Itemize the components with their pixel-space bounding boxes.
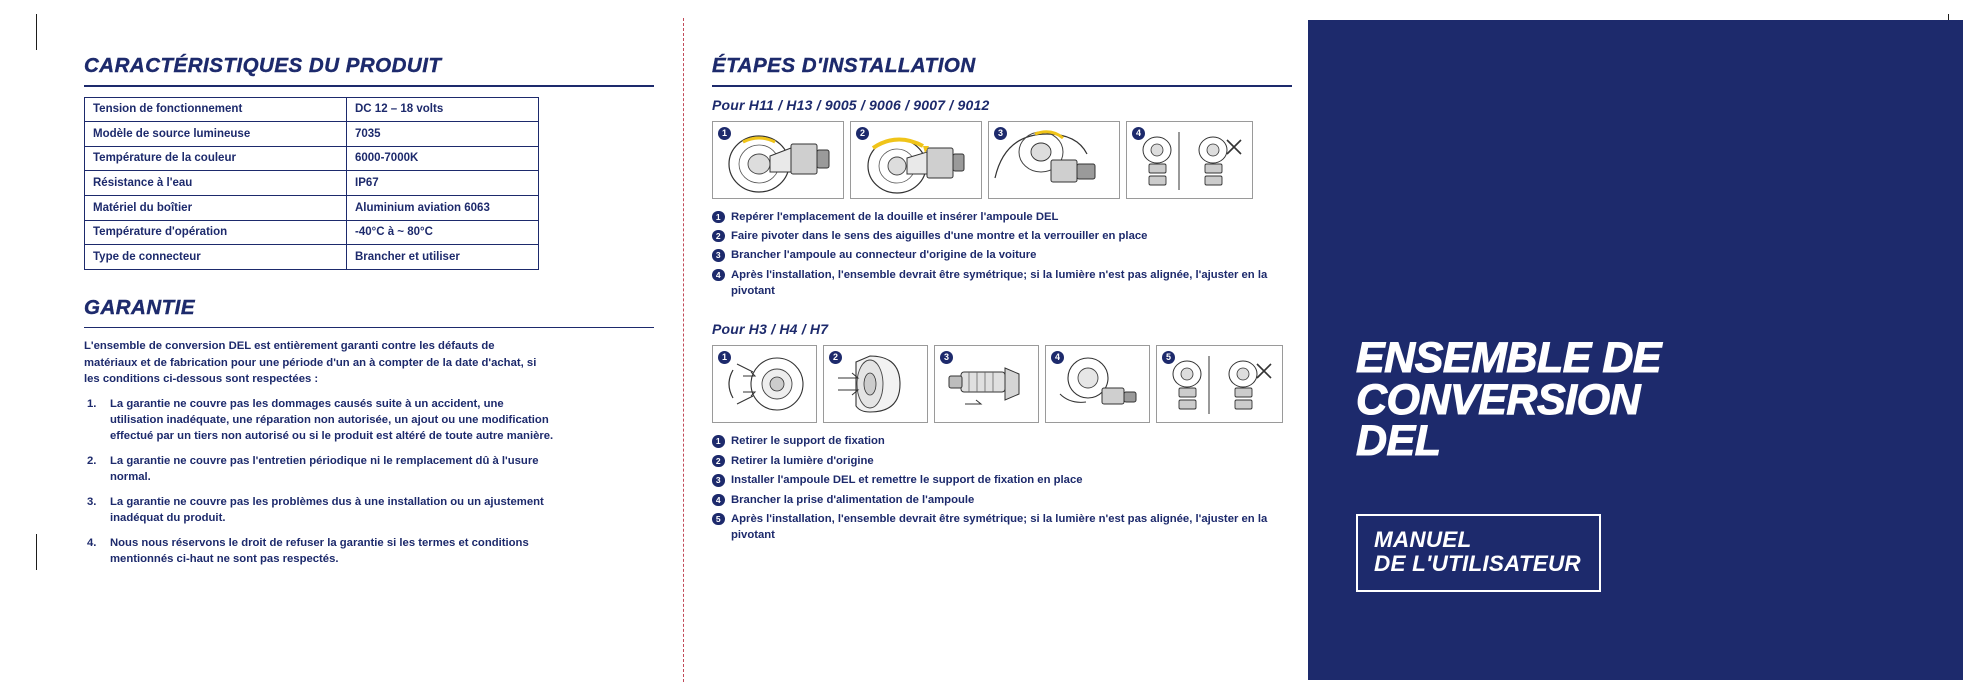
cover-title-line2: CONVERSION	[1356, 375, 1641, 424]
list-text: La garantie ne couvre pas les problèmes dus à une installation ou un ajustement inadéquat du produit.	[110, 495, 544, 524]
step-number: 1	[712, 211, 725, 224]
cover-title-line1: ENSEMBLE DE	[1356, 334, 1662, 382]
spec-key: Matériel du boîtier	[85, 196, 347, 221]
step-text: Faire pivoter dans le sens des aiguilles d'une montre et la verrouiller en place	[731, 229, 1148, 242]
step-text: Brancher l'ampoule au connecteur d'origine de la voiture	[731, 249, 1037, 262]
step-text: Retirer le support de fixation	[731, 435, 885, 448]
install-steps-h11	[712, 209, 1292, 300]
figure-badge: 5	[1162, 351, 1175, 364]
spec-value: 7035	[347, 122, 539, 147]
divider	[84, 327, 654, 329]
step-number: 5	[712, 513, 725, 526]
step-text: Installer l'ampoule DEL et remettre le support de fixation en place	[731, 474, 1083, 487]
table-row	[85, 220, 539, 245]
warranty-section	[84, 296, 654, 567]
step-number: 1	[712, 435, 725, 448]
spec-key: Modèle de source lumineuse	[85, 122, 347, 147]
spec-key: Type de connecteur	[85, 245, 347, 270]
table-row	[85, 122, 539, 147]
list-number: 4.	[87, 536, 97, 549]
table-row	[85, 97, 539, 122]
alignment-check-illustration	[1127, 122, 1252, 198]
step-number: 4	[712, 269, 725, 282]
list-item	[712, 511, 1292, 544]
installation-heading: ÉTAPES D'INSTALLATION	[712, 54, 976, 77]
group-subtitle: Pour H3 / H4 / H7	[712, 321, 829, 338]
step-text: Après l'installation, l'ensemble devrait être symétrique; si la lumière n'est pas alignée, l'ajuster en la pivotant	[731, 512, 1268, 542]
install-figure-1	[712, 345, 817, 423]
list-item	[712, 209, 1292, 225]
install-figure-5	[1156, 345, 1283, 423]
spec-value: DC 12 – 18 volts	[347, 97, 539, 122]
spec-key: Température d'opération	[85, 220, 347, 245]
table-row	[85, 171, 539, 196]
list-number: 3.	[87, 495, 97, 508]
install-figure-2	[850, 121, 982, 199]
crop-mark	[36, 14, 37, 50]
list-text: La garantie ne couvre pas l'entretien périodique ni le remplacement dû à l'usure normal.	[110, 454, 539, 483]
list-item	[712, 267, 1292, 300]
fold-line	[683, 18, 684, 682]
connector-plug-illustration	[989, 122, 1119, 198]
install-steps-h3	[712, 433, 1292, 543]
cover-title	[1356, 334, 1662, 466]
figure-badge: 3	[994, 127, 1007, 140]
step-number: 2	[712, 455, 725, 468]
spec-key: Tension de fonctionnement	[85, 97, 347, 122]
figure-badge: 2	[856, 127, 869, 140]
table-row	[85, 245, 539, 270]
list-number: 1.	[87, 397, 97, 410]
spec-value: -40°C à ~ 80°C	[347, 220, 539, 245]
spec-value: IP67	[347, 171, 539, 196]
step-text: Repérer l'emplacement de la douille et insérer l'ampoule DEL	[731, 210, 1059, 223]
list-item	[712, 247, 1292, 263]
cover-panel	[1308, 20, 1963, 680]
specs-heading: CARACTÉRISTIQUES DU PRODUIT	[84, 54, 442, 77]
manual-label-box	[1356, 514, 1601, 592]
figure-badge: 4	[1132, 127, 1145, 140]
list-item	[84, 494, 554, 526]
cover-title-line3: DEL	[1356, 417, 1441, 466]
manual-label-line2: DE L'UTILISATEUR	[1374, 551, 1581, 577]
spec-value: 6000-7000K	[347, 146, 539, 171]
list-item	[84, 535, 554, 567]
list-number: 2.	[87, 454, 97, 467]
list-item	[84, 453, 554, 485]
install-figure-3	[934, 345, 1039, 423]
install-figure-2	[823, 345, 928, 423]
figure-badge: 4	[1051, 351, 1064, 364]
install-figure-1	[712, 121, 844, 199]
figure-badge: 3	[940, 351, 953, 364]
warranty-intro: L'ensemble de conversion DEL est entièrement garanti contre les défauts de matériaux et de fabrication pour une période d'un an à compter de la date d'achat, si les conditions ci-dessous sont respectées :	[84, 340, 537, 385]
spec-key: Température de la couleur	[85, 146, 347, 171]
list-item	[712, 453, 1292, 469]
list-text: Nous nous réservons le droit de refuser la garantie si les termes et conditions mentionnés ci-haut ne sont pas respectés.	[110, 536, 529, 565]
rotate-lock-illustration	[851, 122, 981, 198]
alignment-check-illustration	[1157, 346, 1282, 422]
spec-key: Résistance à l'eau	[85, 171, 347, 196]
list-item	[712, 492, 1292, 508]
install-figure-4	[1045, 345, 1150, 423]
spec-value: Brancher et utiliser	[347, 245, 539, 270]
install-group-h3	[712, 321, 1292, 543]
list-text: La garantie ne couvre pas les dommages causés suite à un accident, une utilisation inadéquate, une réparation non autorisée, un ajout ou une modification effectué par un tiers non autorisé ou si le produit est altéré de toute autre manière.	[110, 397, 554, 442]
headlight-housing-illustration	[713, 122, 843, 198]
figure-badge: 1	[718, 351, 731, 364]
figure-row	[712, 121, 1292, 199]
list-item	[712, 472, 1292, 488]
group-subtitle: Pour H11 / H13 / 9005 / 9006 / 9007 / 9012	[712, 96, 990, 113]
step-number: 3	[712, 474, 725, 487]
list-item	[712, 433, 1292, 449]
divider	[84, 85, 654, 87]
crop-mark	[36, 534, 37, 570]
figure-badge: 1	[718, 127, 731, 140]
table-row	[85, 146, 539, 171]
specs-table	[84, 97, 539, 270]
step-number: 4	[712, 494, 725, 507]
divider	[712, 85, 1292, 87]
list-item	[712, 228, 1292, 244]
specs-panel	[84, 54, 654, 576]
install-figure-3	[988, 121, 1120, 199]
step-text: Après l'installation, l'ensemble devrait être symétrique; si la lumière n'est pas alignée, l'ajuster en la pivotant	[731, 268, 1268, 297]
figure-badge: 2	[829, 351, 842, 364]
step-number: 2	[712, 230, 725, 243]
step-text: Retirer la lumière d'origine	[731, 454, 874, 467]
installation-panel	[712, 54, 1292, 566]
manual-label-line1: MANUEL	[1374, 527, 1472, 552]
install-group-h11	[712, 97, 1292, 300]
warranty-list	[84, 396, 554, 567]
step-text: Brancher la prise d'alimentation de l'ampoule	[731, 493, 975, 506]
install-figure-4	[1126, 121, 1253, 199]
warranty-heading: GARANTIE	[84, 295, 196, 319]
list-item	[84, 396, 554, 444]
figure-row	[712, 345, 1292, 423]
table-row	[85, 196, 539, 221]
step-number: 3	[712, 249, 725, 262]
spec-value: Aluminium aviation 6063	[347, 196, 539, 221]
